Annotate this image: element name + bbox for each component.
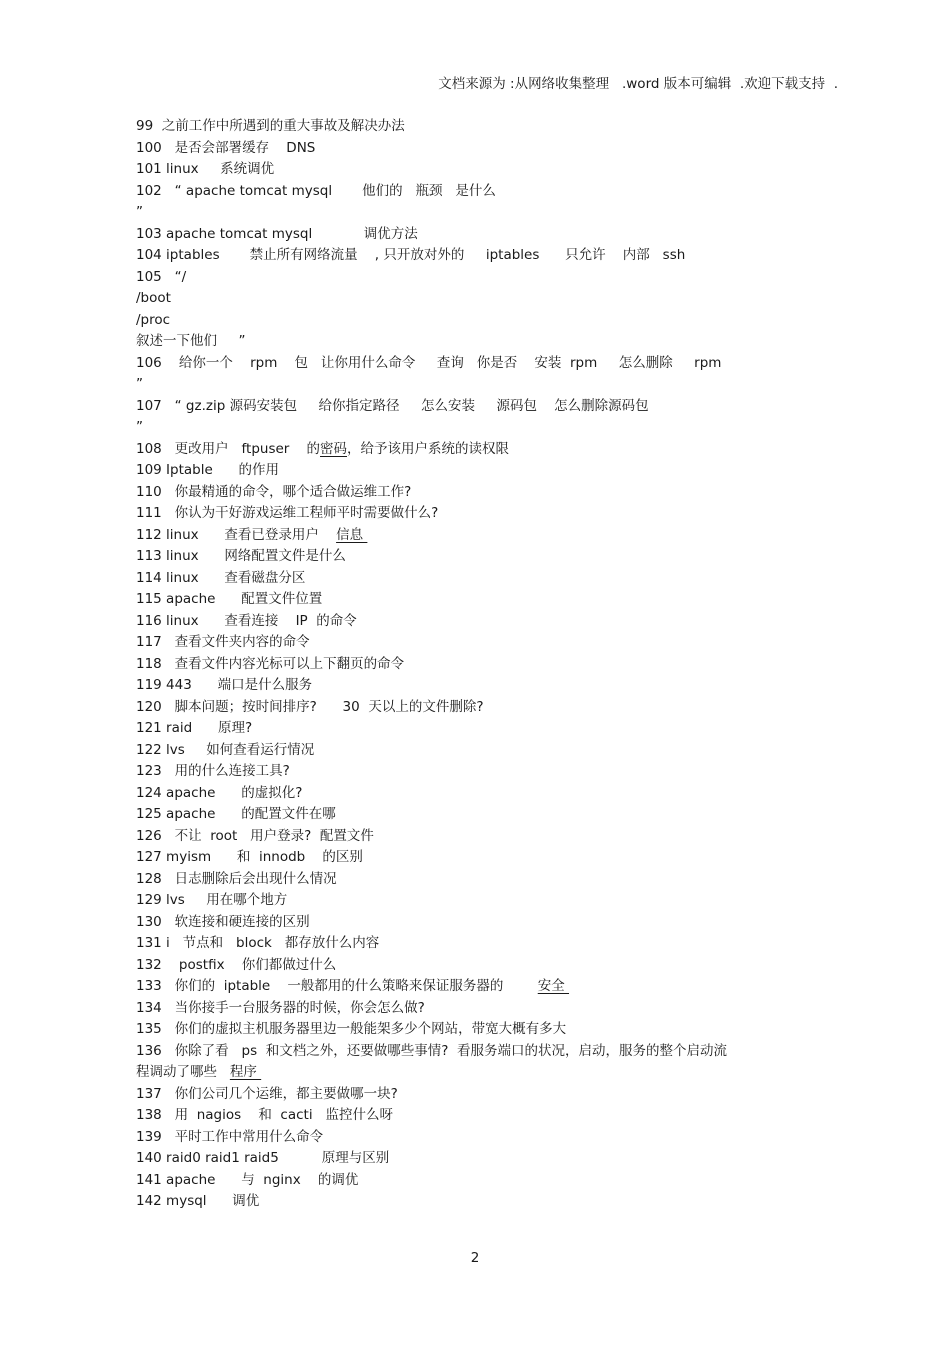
question-line <box>136 525 836 547</box>
line-text: 126 不让 root 用户登录? 配置文件 <box>136 827 374 844</box>
line-text: 141 apache 与 nginx 的调优 <box>136 1171 359 1188</box>
page-header: 文档来源为 :从网络收集整理 .word 版本可编辑 .欢迎下载支持 . <box>438 76 838 92</box>
question-line <box>136 310 836 332</box>
line-text: 136 你除了看 ps 和文档之外，还要做哪些事情? 看服务端口的状况，启动，服务的整个启动流 <box>136 1042 727 1059</box>
question-line <box>136 589 836 611</box>
line-text: ，给予该用户系统的读权限 <box>347 440 510 457</box>
question-line <box>136 331 836 353</box>
line-text: 99 之前工作中所遇到的重大事故及解决办法 <box>136 118 405 134</box>
question-line <box>136 804 836 826</box>
question-line <box>136 998 836 1020</box>
line-text: 108 更改用户 ftpuser 的 <box>136 440 321 457</box>
question-line <box>136 181 836 203</box>
question-line <box>136 761 836 783</box>
line-text: 112 linux 查看已登录用户 <box>136 526 337 543</box>
line-text: 100 是否会部署缓存 DNS <box>136 139 316 156</box>
question-line <box>136 1148 836 1170</box>
line-text: 133 你们的 iptable 一般都用的什么策略来保证服务器的 <box>136 978 538 994</box>
question-line <box>136 740 836 762</box>
question-line <box>136 654 836 676</box>
line-text: 叙述一下他们 ” <box>136 333 246 349</box>
question-line <box>136 697 836 719</box>
line-text: 139 平时工作中常用什么命令 <box>136 1128 324 1145</box>
line-text: /boot <box>136 290 171 306</box>
question-list <box>136 116 836 1213</box>
question-line <box>136 374 836 396</box>
question-line <box>136 1191 836 1213</box>
line-text: 103 apache tomcat mysql 调优方法 <box>136 225 418 242</box>
underlined-term: 信息 <box>336 526 368 543</box>
question-line <box>136 116 836 138</box>
line-text: ” <box>136 376 143 392</box>
question-line <box>136 546 836 568</box>
question-line <box>136 353 836 375</box>
line-text: 程调动了哪些 <box>136 1064 230 1080</box>
line-text: 115 apache 配置文件位置 <box>136 591 323 607</box>
line-text: 120 脚本问题；按时间排序? 30 天以上的文件删除? <box>136 698 484 715</box>
question-line <box>136 955 836 977</box>
question-line <box>136 718 836 740</box>
line-text: 129 lvs 用在哪个地方 <box>136 892 288 908</box>
line-text: 117 查看文件夹内容的命令 <box>136 634 310 650</box>
question-line <box>136 611 836 633</box>
line-text: 113 linux 网络配置文件是什么 <box>136 548 346 564</box>
line-text: 138 用 nagios 和 cacti 监控什么呀 <box>136 1107 393 1123</box>
line-text: 125 apache 的配置文件在哪 <box>136 806 336 822</box>
question-line <box>136 568 836 590</box>
line-text: ” <box>136 204 143 220</box>
question-line <box>136 1127 836 1149</box>
line-text: 107 “ gz.zip 源码安装包 给你指定路径 怎么安装 源码包 怎么删除源码包 <box>136 397 649 414</box>
question-line <box>136 1041 836 1063</box>
line-text: 118 查看文件内容光标可以上下翻页的命令 <box>136 655 405 672</box>
question-line <box>136 138 836 160</box>
question-line <box>136 288 836 310</box>
line-text: 135 你们的虚拟主机服务器里边一般能架多少个网站，带宽大概有多大 <box>136 1021 567 1037</box>
question-line <box>136 1062 836 1084</box>
question-line <box>136 1019 836 1041</box>
question-line <box>136 632 836 654</box>
question-line <box>136 976 836 998</box>
line-text: 105 “/ <box>136 268 187 285</box>
question-line <box>136 1105 836 1127</box>
line-text: 111 你认为干好游戏运维工程师平时需要做什么? <box>136 505 439 521</box>
line-text: 109 Iptable 的作用 <box>136 462 280 478</box>
line-text: 116 linux 查看连接 IP 的命令 <box>136 612 357 629</box>
underlined-term: 程序 <box>229 1064 262 1080</box>
line-text: ” <box>136 419 143 435</box>
line-text: 130 软连接和硬连接的区别 <box>136 913 310 930</box>
line-text: 101 linux 系统调优 <box>136 161 275 177</box>
line-text: /proc <box>136 311 171 328</box>
question-line <box>136 890 836 912</box>
line-text: 132 postfix 你们都做过什么 <box>136 956 337 973</box>
question-line <box>136 202 836 224</box>
question-line <box>136 1084 836 1106</box>
line-text: 110 你最精通的命令，哪个适合做运维工作? <box>136 483 412 500</box>
question-line <box>136 503 836 525</box>
line-text: 106 给你一个 rpm 包 让你用什么命令 查询 你是否 安装 rpm 怎么删除 rpm <box>136 354 722 371</box>
question-line <box>136 675 836 697</box>
line-text: 142 mysql 调优 <box>136 1193 260 1209</box>
question-line <box>136 245 836 267</box>
question-line <box>136 783 836 805</box>
line-text: 114 linux 查看磁盘分区 <box>136 569 306 586</box>
line-text: 119 443 端口是什么服务 <box>136 677 313 693</box>
question-line <box>136 417 836 439</box>
line-text: 104 iptables 禁止所有网络流量 , 只开放对外的 iptables 只允许 内部 ssh <box>136 247 686 263</box>
question-line <box>136 847 836 869</box>
question-line <box>136 826 836 848</box>
line-text: 140 raid0 raid1 raid5 原理与区别 <box>136 1150 390 1166</box>
line-text: 127 myism 和 innodb 的区别 <box>136 849 363 865</box>
question-line <box>136 267 836 289</box>
question-line <box>136 1170 836 1192</box>
line-text: 128 日志删除后会出现什么情况 <box>136 870 337 887</box>
underlined-term: 安全 <box>537 978 570 994</box>
line-text: 122 lvs 如何查看运行情况 <box>136 741 315 758</box>
question-line <box>136 224 836 246</box>
page-number: 2 <box>470 1250 480 1266</box>
question-line <box>136 912 836 934</box>
question-line <box>136 482 836 504</box>
line-text: 123 用的什么连接工具? <box>136 763 290 779</box>
line-text: 124 apache 的虚拟化? <box>136 784 303 801</box>
line-text: 131 i 节点和 block 都存放什么内容 <box>136 935 380 951</box>
question-line <box>136 439 836 461</box>
question-line <box>136 159 836 181</box>
line-text: 134 当你接手一台服务器的时候，你会怎么做? <box>136 999 425 1016</box>
question-line <box>136 933 836 955</box>
underlined-term: 密码 <box>320 440 348 457</box>
line-text: 121 raid 原理? <box>136 720 253 736</box>
question-line <box>136 460 836 482</box>
line-text: 102 “ apache tomcat mysql 他们的 瓶颈 是什么 <box>136 182 496 199</box>
line-text: 137 你们公司几个运维，都主要做哪一块? <box>136 1085 398 1102</box>
question-line <box>136 396 836 418</box>
question-line <box>136 869 836 891</box>
